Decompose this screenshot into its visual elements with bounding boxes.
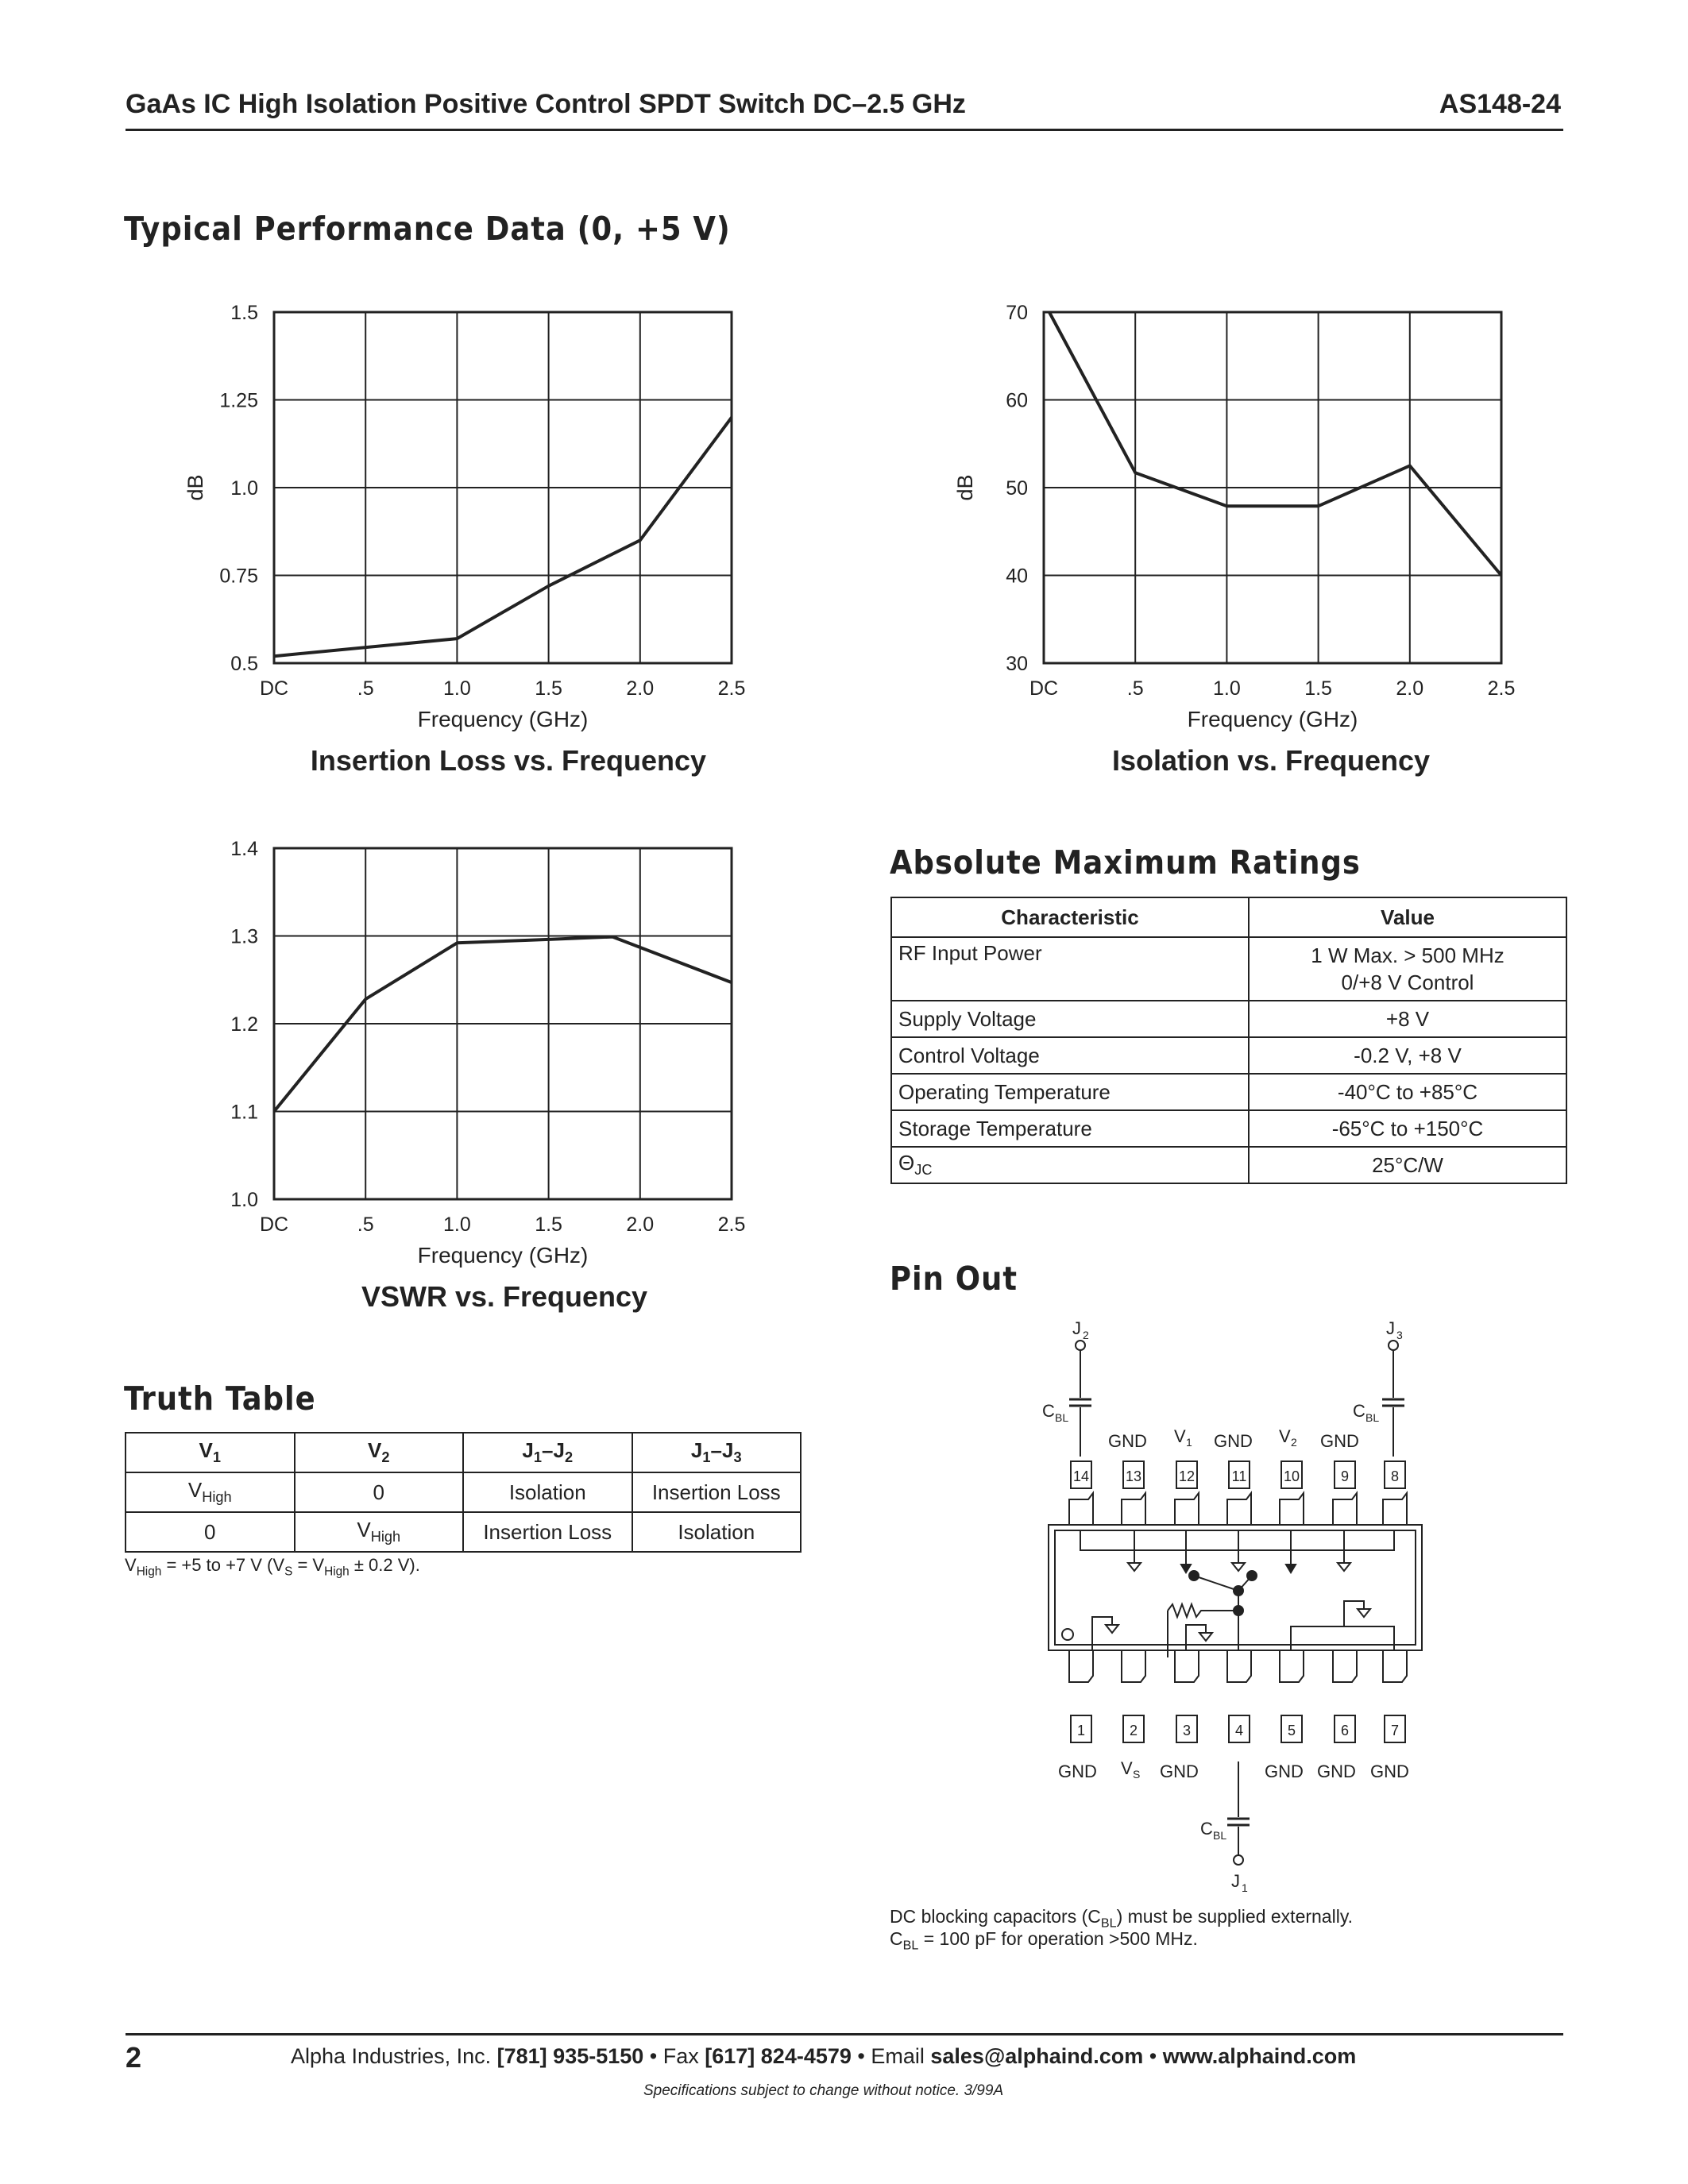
table-cell: Supply Voltage xyxy=(891,1001,1249,1037)
note-text: ) must be supplied externally. xyxy=(1116,1906,1354,1927)
pin-number: 5 xyxy=(1287,1723,1296,1738)
website-link[interactable]: www.alphaind.com xyxy=(1162,2044,1357,2068)
x-tick-label: .5 xyxy=(357,677,374,700)
table-cell: Insertion Loss xyxy=(463,1512,632,1552)
subscript: 1 xyxy=(212,1449,221,1466)
internal-circuit xyxy=(1062,1531,1394,1657)
email-label: • Email xyxy=(851,2044,931,2068)
subscript: BL xyxy=(1100,1916,1117,1931)
pin-number: 3 xyxy=(1182,1723,1192,1738)
y-tick-label: 1.0 xyxy=(230,477,258,500)
table-cell xyxy=(126,1472,295,1512)
header-text: J xyxy=(522,1438,534,1463)
pin-lead xyxy=(1227,1493,1251,1525)
pin-label: V xyxy=(1279,1426,1291,1446)
table-row xyxy=(126,1472,801,1512)
subscript: High xyxy=(324,1565,350,1579)
disclaimer: Specifications subject to change without notice. 3/99A xyxy=(643,2082,1004,2099)
table-cell: 0 xyxy=(295,1472,464,1512)
cap-label-sub: BL xyxy=(1365,1411,1380,1424)
x-tick-label: 2.5 xyxy=(717,677,746,700)
cap-label-sub: BL xyxy=(1213,1829,1227,1842)
bottom-pin-row xyxy=(1069,1650,1407,1742)
table-cell xyxy=(891,1147,1249,1183)
value-line: 1 W Max. > 500 MHz xyxy=(1311,943,1505,967)
port-label-sub: 2 xyxy=(1083,1329,1089,1341)
y-tick-label: 1.3 xyxy=(230,925,258,948)
pin-number: 11 xyxy=(1231,1468,1247,1484)
table-cell: Isolation xyxy=(463,1472,632,1512)
truth-table-note xyxy=(125,1555,420,1579)
y-tick-label: 60 xyxy=(1006,389,1028,412)
table-cell: +8 V xyxy=(1249,1001,1566,1037)
pin-number: 8 xyxy=(1390,1468,1400,1484)
truth-table xyxy=(125,1432,802,1553)
separator: • xyxy=(1143,2044,1163,2068)
pin-number: 4 xyxy=(1234,1723,1244,1738)
subscript: High xyxy=(202,1489,232,1506)
pin-number: 6 xyxy=(1340,1723,1350,1738)
y-tick-label: 1.2 xyxy=(230,1013,258,1036)
section-heading-performance: Typical Performance Data (0, +5 V) xyxy=(124,210,731,248)
pin-label: V xyxy=(1121,1758,1133,1778)
x-tick-label: 1.5 xyxy=(1304,677,1332,700)
cap-label: C xyxy=(1353,1401,1365,1421)
port-label-sub: 3 xyxy=(1396,1329,1403,1341)
section-heading-truth-table: Truth Table xyxy=(124,1379,316,1418)
x-tick-label: 1.5 xyxy=(535,1214,562,1236)
subscript: JC xyxy=(914,1162,933,1179)
subscript: S xyxy=(284,1565,293,1579)
pin-lead xyxy=(1175,1650,1199,1682)
column-header xyxy=(463,1433,632,1472)
subscript: High xyxy=(136,1565,162,1579)
cap-label-sub: BL xyxy=(1055,1411,1069,1424)
pin-label: V xyxy=(1174,1426,1186,1446)
x-tick-label: .5 xyxy=(1126,677,1144,700)
table-cell xyxy=(1249,937,1566,1001)
port-j1 xyxy=(1200,1761,1250,1894)
phone-number: [781] 935-5150 xyxy=(496,2044,644,2068)
pinout-note xyxy=(890,1928,1198,1954)
port-j2 xyxy=(1042,1318,1091,1457)
pin-lead xyxy=(1175,1493,1199,1525)
y-tick-label: 1.5 xyxy=(230,302,258,324)
x-tick-label: DC xyxy=(259,1214,289,1236)
table-cell: Isolation xyxy=(632,1512,802,1552)
pinout-note xyxy=(890,1906,1353,1931)
subscript: BL xyxy=(902,1938,919,1953)
pin-lead xyxy=(1069,1493,1093,1525)
column-header: Characteristic xyxy=(891,897,1249,937)
y-tick-label: 50 xyxy=(1006,477,1028,500)
y-tick-label: 1.0 xyxy=(230,1189,258,1211)
pin-lead xyxy=(1383,1493,1407,1525)
fax-label: • Fax xyxy=(643,2044,705,2068)
value-line: 0/+8 V Control xyxy=(1341,970,1474,994)
pin-number: 13 xyxy=(1125,1468,1142,1484)
page-number: 2 xyxy=(126,2041,142,2074)
pin-label: GND xyxy=(1320,1431,1359,1451)
pin-label: GND xyxy=(1214,1431,1253,1451)
part-number: AS148-24 xyxy=(1439,89,1561,119)
section-heading-pin-out: Pin Out xyxy=(890,1260,1018,1298)
pin-lead xyxy=(1227,1650,1251,1682)
cell-text: V xyxy=(357,1518,371,1542)
table-cell: -65°C to +150°C xyxy=(1249,1110,1566,1147)
vswr-chart xyxy=(230,838,745,1313)
column-header xyxy=(295,1433,464,1472)
x-tick-label: 1.5 xyxy=(535,677,562,700)
y-axis-label: dB xyxy=(183,474,207,501)
pin-label-sub: S xyxy=(1133,1768,1141,1781)
column-header xyxy=(632,1433,802,1472)
email-link[interactable]: sales@alphaind.com xyxy=(930,2044,1144,2068)
chart-title: Isolation vs. Frequency xyxy=(1111,744,1431,777)
pin-lead xyxy=(1280,1650,1304,1682)
absolute-max-table xyxy=(890,897,1567,1184)
series-line xyxy=(274,418,732,657)
note-text: = 100 pF for operation >500 MHz. xyxy=(918,1928,1198,1949)
section-heading-absolute-max: Absolute Maximum Ratings xyxy=(890,843,1361,882)
y-tick-label: 1.1 xyxy=(230,1101,258,1124)
table-row xyxy=(126,1512,801,1552)
port-label: J xyxy=(1072,1318,1081,1338)
x-tick-label: 1.0 xyxy=(1213,677,1241,700)
insertion-loss-chart xyxy=(183,302,745,777)
x-tick-label: 2.0 xyxy=(1396,677,1424,700)
note-text: DC blocking capacitors (C xyxy=(890,1906,1101,1927)
pin-number: 12 xyxy=(1178,1468,1196,1484)
header-text: V xyxy=(199,1438,213,1463)
x-tick-label: 2.5 xyxy=(717,1214,746,1236)
note-text: = +5 to +7 V (V xyxy=(161,1555,285,1575)
series-line xyxy=(1049,312,1501,576)
port-j3 xyxy=(1353,1318,1404,1457)
pin-lead xyxy=(1122,1493,1145,1525)
header-text: –J xyxy=(542,1438,565,1463)
pin-label: GND xyxy=(1265,1761,1304,1781)
pin-lead xyxy=(1069,1650,1093,1682)
note-text: V xyxy=(125,1555,137,1575)
pin-lead xyxy=(1122,1650,1145,1682)
y-tick-label: 1.4 xyxy=(230,838,258,860)
y-tick-label: 1.25 xyxy=(219,389,258,412)
x-tick-label: 2.0 xyxy=(626,1214,655,1236)
subscript: 2 xyxy=(381,1449,390,1466)
company-name: Alpha Industries, Inc. xyxy=(291,2044,497,2068)
pin-number: 2 xyxy=(1129,1723,1138,1738)
pin-label: GND xyxy=(1317,1761,1356,1781)
x-tick-label: DC xyxy=(1029,677,1059,700)
port-label: J xyxy=(1386,1318,1395,1338)
cap-label: C xyxy=(1200,1819,1213,1839)
y-axis-label: dB xyxy=(953,474,977,501)
table-cell: 25°C/W xyxy=(1249,1147,1566,1183)
x-tick-label: 1.0 xyxy=(443,677,471,700)
x-tick-label: 2.5 xyxy=(1487,677,1516,700)
x-axis-label: Frequency (GHz) xyxy=(1187,707,1358,731)
pin-lead xyxy=(1280,1493,1304,1525)
table-cell: -40°C to +85°C xyxy=(1249,1074,1566,1110)
y-tick-label: 0.75 xyxy=(219,565,258,588)
column-header: Value xyxy=(1249,897,1566,937)
chart-title: VSWR vs. Frequency xyxy=(361,1280,648,1313)
table-cell: Insertion Loss xyxy=(632,1472,802,1512)
note-text: ± 0.2 V). xyxy=(349,1555,420,1575)
pin-number: 1 xyxy=(1076,1723,1086,1738)
pin-number: 9 xyxy=(1340,1468,1350,1484)
pin-label: GND xyxy=(1160,1761,1199,1781)
subscript: 2 xyxy=(564,1449,574,1466)
note-text: = V xyxy=(292,1555,325,1575)
table-cell: RF Input Power xyxy=(891,937,1249,1001)
fax-number: [617] 824-4579 xyxy=(705,2044,852,2068)
table-cell: -0.2 V, +8 V xyxy=(1249,1037,1566,1074)
top-pin-row xyxy=(1069,1461,1407,1525)
pin-lead xyxy=(1333,1493,1357,1525)
subscript: 3 xyxy=(733,1449,742,1466)
header-text: J xyxy=(690,1438,703,1463)
header-text: –J xyxy=(710,1438,734,1463)
column-header xyxy=(126,1433,295,1472)
x-tick-label: 1.0 xyxy=(443,1214,471,1236)
x-axis-label: Frequency (GHz) xyxy=(417,1243,589,1268)
table-cell xyxy=(295,1512,464,1552)
table-cell: Storage Temperature xyxy=(891,1110,1249,1147)
table-cell: Operating Temperature xyxy=(891,1074,1249,1110)
subscript: 1 xyxy=(702,1449,711,1466)
cap-label: C xyxy=(1042,1401,1055,1421)
x-tick-label: .5 xyxy=(357,1214,374,1236)
pin-lead xyxy=(1383,1650,1407,1682)
pin-label-sub: 2 xyxy=(1291,1436,1297,1449)
pin-number: 10 xyxy=(1283,1468,1300,1484)
x-tick-label: DC xyxy=(259,677,289,700)
footer-contact xyxy=(291,2044,1356,2069)
pin-label: GND xyxy=(1108,1431,1147,1451)
port-label-sub: 1 xyxy=(1242,1881,1248,1894)
port-label: J xyxy=(1231,1871,1240,1891)
table-cell: 0 xyxy=(126,1512,295,1552)
chart-title: Insertion Loss vs. Frequency xyxy=(310,744,707,777)
footer-divider xyxy=(126,2033,1563,2035)
pin-label: GND xyxy=(1058,1761,1097,1781)
pin-lead xyxy=(1333,1650,1357,1682)
table-cell: Control Voltage xyxy=(891,1037,1249,1074)
pin-number: 7 xyxy=(1390,1723,1400,1738)
isolation-chart xyxy=(953,302,1515,777)
note-text: C xyxy=(890,1928,903,1949)
y-tick-label: 40 xyxy=(1006,565,1028,588)
x-axis-label: Frequency (GHz) xyxy=(417,707,589,731)
theta-symbol: Θ xyxy=(898,1151,915,1175)
subscript: High xyxy=(370,1529,401,1545)
y-tick-label: 0.5 xyxy=(230,653,258,675)
x-tick-label: 2.0 xyxy=(626,677,655,700)
pin-number: 14 xyxy=(1072,1468,1090,1484)
pin-label: GND xyxy=(1370,1761,1409,1781)
subscript: 1 xyxy=(533,1449,543,1466)
header-text: V xyxy=(368,1438,382,1463)
y-tick-label: 30 xyxy=(1006,653,1028,675)
cell-text: V xyxy=(187,1478,203,1503)
document-title: GaAs IC High Isolation Positive Control SPDT Switch DC–2.5 GHz xyxy=(126,89,966,119)
pin-label-sub: 1 xyxy=(1186,1436,1192,1449)
y-tick-label: 70 xyxy=(1006,302,1028,324)
pinout-diagram xyxy=(1017,1310,1446,1898)
